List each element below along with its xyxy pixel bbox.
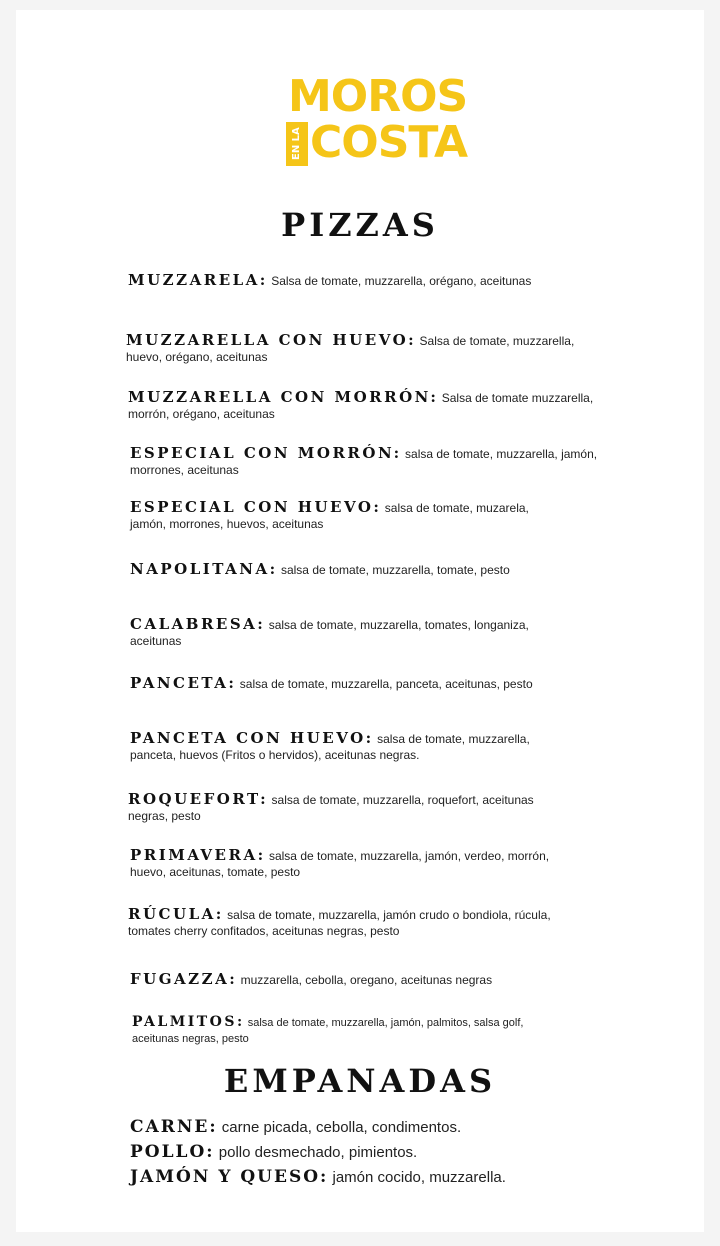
pizza-name: NAPOLITANA:: [130, 560, 278, 578]
pizza-name: PRIMAVERA:: [130, 846, 266, 864]
empanada-desc: carne picada, cebolla, condimentos.: [221, 1119, 462, 1136]
pizza-desc: salsa de tomate, muzzarella, tomate, pesto: [280, 563, 510, 577]
pizza-name: MUZZARELLA CON MORRÓN:: [128, 388, 439, 406]
logo-line2: COSTA: [310, 117, 468, 168]
pizza-item: [128, 791, 548, 824]
pizza-desc: muzzarella, cebolla, oregano, aceitunas negras: [240, 973, 493, 987]
pizza-item: [130, 971, 600, 988]
logo-vertical-text: EN LA: [286, 122, 308, 166]
pizza-desc: salsa de tomate, muzzarella, jamón, verdeo, morrón, huevo, aceitunas, tomate, pesto: [130, 849, 550, 879]
pizza-name: PANCETA:: [130, 674, 237, 692]
pizza-name: ESPECIAL CON MORRÓN:: [130, 444, 402, 462]
pizza-name: ESPECIAL CON HUEVO:: [130, 498, 382, 516]
pizza-desc: salsa de tomate, muzzarella, roquefort, aceitunas negras, pesto: [128, 793, 534, 823]
pizza-name: FUGAZZA:: [130, 970, 238, 988]
empanada-item: [130, 1116, 600, 1139]
empanada-desc: pollo desmechado, pimientos.: [218, 1144, 418, 1161]
pizza-name: ROQUEFORT:: [128, 790, 269, 808]
empanada-name: CARNE:: [130, 1117, 218, 1137]
pizzas-title: PIZZAS: [281, 206, 439, 244]
pizza-item: [128, 906, 558, 939]
pizza-item: [130, 499, 530, 532]
pizza-item: [130, 675, 600, 692]
pizza-desc: salsa de tomate, muzzarella, jamón crudo o bondiola, rúcula, tomates cherry confitados, aceitunas negras, pesto: [128, 908, 551, 938]
pizza-desc: salsa de tomate, muzzarella, jamón, morrones, aceitunas: [130, 447, 598, 477]
pizza-name: CALABRESA:: [130, 615, 266, 633]
empanada-name: JAMÓN Y QUESO:: [130, 1167, 329, 1187]
empanada-item: [130, 1141, 600, 1164]
pizza-desc: Salsa de tomate muzzarella, morrón, orégano, aceitunas: [128, 391, 594, 421]
pizza-item: [130, 561, 600, 578]
pizza-desc: salsa de tomate, muzarela, jamón, morrones, huevos, aceitunas: [130, 501, 529, 531]
empanada-desc: jamón cocido, muzzarella.: [332, 1169, 506, 1186]
pizza-desc: Salsa de tomate, muzzarella, orégano, aceitunas: [271, 274, 532, 288]
empanadas-title: EMPANADAS: [223, 1062, 497, 1100]
pizza-item: [130, 847, 570, 880]
pizza-item: [130, 445, 600, 478]
pizza-desc: Salsa de tomate, muzzarella, huevo, orégano, aceitunas: [126, 334, 575, 364]
pizza-item: [128, 389, 598, 422]
pizza-item: [128, 272, 598, 289]
pizza-item: [132, 1014, 552, 1047]
pizza-name: MUZZARELA:: [128, 271, 268, 289]
pizza-desc: salsa de tomate, muzzarella, panceta, huevos (Fritos o hervidos), aceitunas negras.: [130, 732, 530, 762]
pizza-desc: salsa de tomate, muzzarella, jamón, palmitos, salsa golf, aceitunas negras, pesto: [132, 1017, 524, 1045]
empanada-item: [130, 1166, 600, 1189]
empanada-name: POLLO:: [130, 1142, 215, 1162]
pizza-item: [126, 332, 596, 365]
pizza-name: MUZZARELLA CON HUEVO:: [126, 331, 417, 349]
pizza-desc: salsa de tomate, muzzarella, panceta, aceitunas, pesto: [239, 677, 533, 691]
pizza-item: [130, 730, 530, 763]
moros-en-la-costa-logo: [288, 71, 468, 170]
pizza-item: [130, 616, 570, 649]
pizza-name: PANCETA CON HUEVO:: [130, 729, 374, 747]
pizza-name: RÚCULA:: [128, 905, 224, 923]
logo-line1: MOROS: [288, 71, 468, 122]
pizza-name: PALMITOS:: [132, 1014, 245, 1030]
pizza-desc: salsa de tomate, muzzarella, tomates, longaniza, aceitunas: [130, 618, 529, 648]
